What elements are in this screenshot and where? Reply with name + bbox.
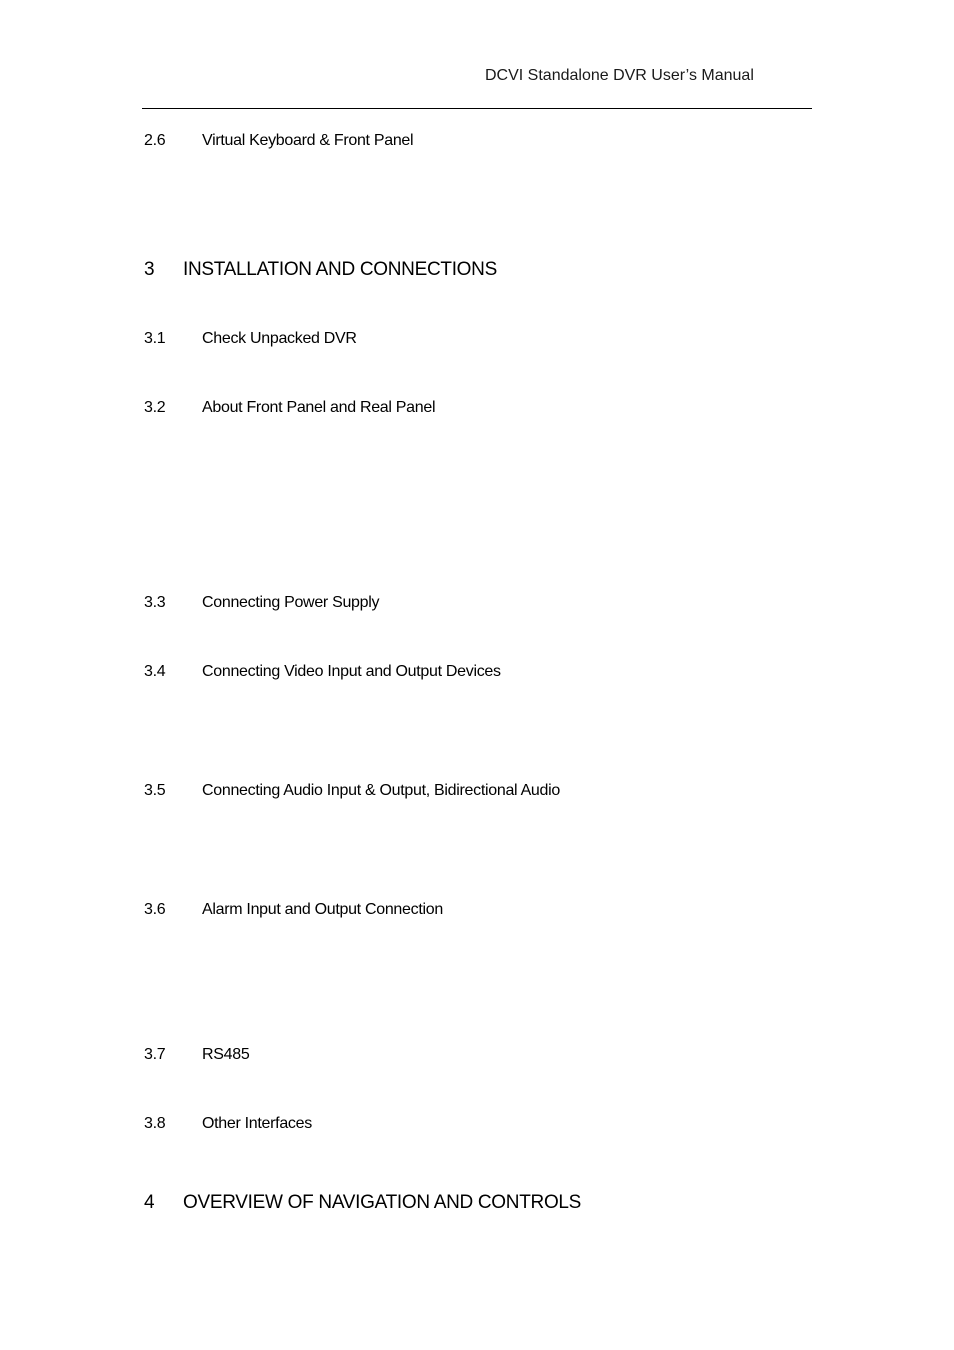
section-heading-3-7: [144, 1046, 249, 1064]
chapter-title: OVERVIEW OF NAVIGATION AND CONTROLS: [183, 1192, 582, 1213]
header-divider: [142, 108, 812, 109]
section-heading-3-6: [144, 901, 443, 919]
section-number: 3.7: [144, 1046, 166, 1063]
section-number: 3.4: [144, 663, 166, 680]
section-heading-2-6: [144, 132, 413, 150]
section-heading-3-5: [144, 782, 560, 800]
section-title: Virtual Keyboard & Front Panel: [202, 132, 414, 149]
chapter-number: 4: [144, 1192, 155, 1213]
section-number: 3.1: [144, 330, 166, 347]
chapter-heading-4: [144, 1192, 581, 1214]
section-number: 2.6: [144, 132, 166, 149]
section-number: 3.5: [144, 782, 166, 799]
section-number: 3.2: [144, 399, 166, 416]
section-title: Connecting Power Supply: [202, 594, 380, 611]
section-title: Other Interfaces: [202, 1115, 312, 1132]
section-heading-3-1: [144, 330, 357, 348]
section-heading-3-4: [144, 663, 501, 681]
chapter-heading-3: [144, 259, 497, 281]
section-title: Connecting Audio Input & Output, Bidirectional Audio: [202, 782, 560, 799]
section-number: 3.8: [144, 1115, 166, 1132]
section-heading-3-3: [144, 594, 379, 612]
running-header: DCVI Standalone DVR User’s Manual: [485, 67, 754, 84]
section-title: Check Unpacked DVR: [202, 330, 357, 347]
section-number: 3.3: [144, 594, 166, 611]
chapter-title: INSTALLATION AND CONNECTIONS: [183, 259, 497, 280]
section-number: 3.6: [144, 901, 166, 918]
section-heading-3-2: [144, 399, 435, 417]
section-title: Connecting Video Input and Output Devices: [202, 663, 501, 680]
section-title: Alarm Input and Output Connection: [202, 901, 443, 918]
chapter-number: 3: [144, 259, 155, 280]
section-heading-3-8: [144, 1115, 312, 1133]
section-title: About Front Panel and Real Panel: [202, 399, 436, 416]
section-title: RS485: [202, 1046, 250, 1063]
